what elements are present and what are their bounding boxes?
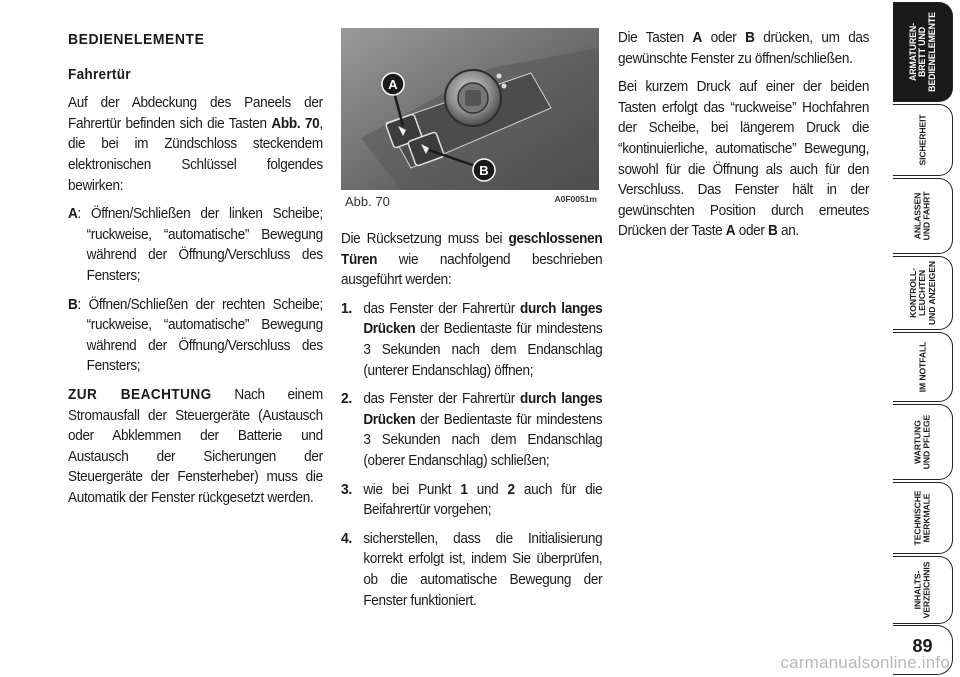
list-item: 1. das Fenster der Fahrertür durch langes Drücken der Bedientaste für mindestens 3 Sekunden nach dem Endanschlag (unterer Endanschlag) öffnen;: [341, 299, 603, 379]
note-label: ZUR BEACHTUNG: [68, 386, 212, 403]
chapter-tabs: [893, 0, 960, 677]
figure-reference[interactable]: Abb. 70: [271, 115, 320, 132]
tab-technische-merkmale[interactable]: TECHNISCHE MERKMALE: [893, 482, 953, 554]
tab-anlassen-und-fahrt[interactable]: ANLASSEN UND FAHRT: [893, 178, 953, 254]
figure-abb-70: [341, 28, 599, 214]
definition-b: B: Öffnen/Schließen der rechten Scheibe; “ruckweise, “automatische” Bewegung während der Öffnung/Verschluss des Fensters;: [68, 296, 323, 375]
middle-column: [341, 229, 602, 619]
tab-armaturenbrett[interactable]: ARMATUREN- BRETT UND BEDIENELEMENTE: [893, 2, 953, 102]
tab-kontrollleuchten[interactable]: KONTROLL- LEUCHTEN UND ANZEIGEN: [893, 256, 953, 330]
definition-a: A: Öffnen/Schließen der linken Scheibe; “ruckweise, “automatische” Bewegung während der Öffnung/Verschluss des Fensters;: [68, 206, 323, 284]
figure-caption: Abb. 70: [345, 194, 390, 209]
callout-b-label: B: [479, 163, 489, 178]
callout-a-label: A: [388, 77, 398, 92]
tab-wartung-und-pflege[interactable]: WARTUNG UND PFLEGE: [893, 404, 953, 480]
page-number: 89: [912, 636, 933, 656]
note-paragraph: ZUR BEACHTUNG Nach einem Stromausfall der Steuergeräte (Austausch oder Abklemmen der Batterie und Austausch der Sicherungen der Steuergeräte der Fensterheber) muss die Automatik der Fenster rückgesetzt werden.: [68, 386, 323, 506]
section-heading: BEDIENELEMENTE: [68, 31, 205, 48]
tab-sicherheit[interactable]: SICHERHEIT: [893, 104, 953, 176]
right-column: [618, 28, 869, 250]
intro-paragraph: Auf der Abdeckung des Paneels der Fahrertür befinden sich die Tasten Abb. 70, die bei im Zündschloss steckendem elektronischen Schlüssel folgendes bewirken:: [68, 95, 323, 194]
reset-intro: Die Rücksetzung muss bei geschlossenen Türen wie nachfolgend beschrieben ausgeführt werden:: [341, 231, 603, 289]
list-item: 4. sicherstellen, dass die Initialisierung korrekt erfolgt ist, indem Sie überprüfen, ob die automatische Bewegung der Fenster funktioniert.: [341, 529, 603, 609]
operation-paragraph: Die Tasten A oder B drücken, um das gewünschte Fenster zu öffnen/schließen.: [618, 30, 870, 67]
figure-code: A0F0051m: [554, 194, 597, 204]
watermark: carmanualsonline.info: [780, 653, 950, 672]
subsection-heading: Fahrertür: [68, 66, 131, 83]
left-column: [68, 28, 323, 516]
window-switch-illustration: [341, 28, 599, 190]
list-item: 2. das Fenster der Fahrertür durch langes Drücken der Bedientaste für mindestens 3 Sekunden nach dem Endanschlag (oberer Endanschlag) schließen;: [341, 390, 603, 469]
list-item: 3. wie bei Punkt 1 und 2 auch für die Beifahrertür vorgehen;: [341, 480, 603, 519]
window-switch-photo: [341, 28, 599, 190]
tab-inhaltsverzeichnis[interactable]: INHALTS- VERZEICHNIS: [893, 556, 953, 624]
tab-im-notfall[interactable]: IM NOTFALL: [893, 332, 953, 402]
reset-steps: [341, 299, 602, 611]
behavior-paragraph: Bei kurzem Druck auf einer der beiden Tasten erfolgt das “ruckweise” Hochfahren der Scheibe, bei längerem Druck die “kontinuierliche, automatische” Bewegung, sowohl für die Öffnung als auch für den Verschluss. Das Fenster hält in der gewünschten Position durch erneutes Drücken der Taste A oder B an.: [618, 79, 870, 240]
